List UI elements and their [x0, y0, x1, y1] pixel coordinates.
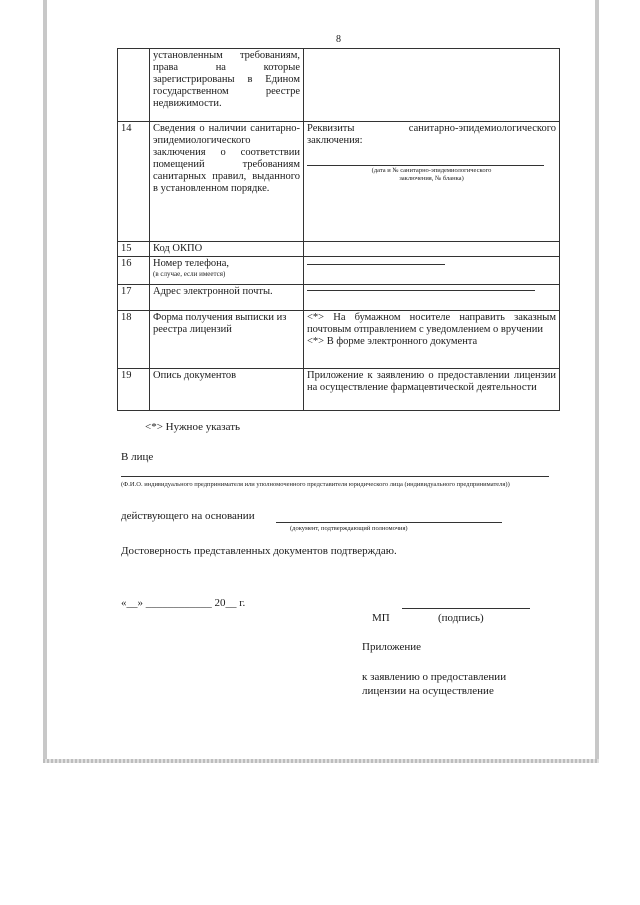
- email-fill-line: [307, 290, 535, 291]
- row-label: Номер телефона,: [153, 258, 230, 269]
- table-row: [118, 122, 560, 242]
- date-line: «__» ____________ 20__ г.: [121, 597, 246, 609]
- table-row: [118, 311, 560, 369]
- signature-caption: (подпись): [438, 612, 484, 624]
- acting-label: действующего на основании: [121, 510, 255, 522]
- row-number: 18: [118, 311, 150, 369]
- row-label: установленным требованиям, права на которые зарегистрированы в Едином государственном реестре недвижимости.: [150, 49, 304, 122]
- row-value: Реквизиты санитарно-эпидемиологического заключения:: [307, 123, 556, 146]
- row-number: 17: [118, 285, 150, 311]
- footnote: <*> Нужное указать: [145, 421, 241, 433]
- row-value: [304, 49, 560, 122]
- row-value: Приложение к заявлению о предоставлении лицензии на осуществление фармацевтической деятельности: [304, 369, 560, 411]
- table-row: [118, 369, 560, 411]
- mp-label: МП: [372, 612, 390, 624]
- application-form-table: [117, 48, 560, 411]
- table-row: [118, 257, 560, 285]
- row-label: Сведения о наличии санитарно-эпидемиологического заключения о соответствии помещений требованиям санитарных правил, выданного в установленном порядке.: [150, 122, 304, 242]
- row-number: 15: [118, 242, 150, 257]
- in-person-label: В лице: [121, 451, 154, 463]
- row-label: Код ОКПО: [150, 242, 304, 257]
- fill-line: [307, 165, 544, 166]
- row-number: 19: [118, 369, 150, 411]
- row-label: Адрес электронной почты.: [150, 285, 304, 311]
- table-row: [118, 242, 560, 257]
- field-caption: (документ, подтверждающий полномочия): [290, 525, 408, 532]
- fill-line: [276, 522, 502, 523]
- row-sublabel: (в случае, если имеется): [153, 270, 226, 278]
- appendix-line: лицензии на осуществление: [362, 685, 494, 697]
- confirm-text: Достоверность представленных документов подтверждаю.: [121, 545, 397, 557]
- page-number: 8: [336, 34, 341, 45]
- row-value: [304, 242, 560, 257]
- row-number: 16: [118, 257, 150, 285]
- row-value: <*> На бумажном носителе направить заказным почтовым отправлением с уведомлением о вручении: [307, 312, 556, 335]
- appendix-line: к заявлению о предоставлении: [362, 671, 507, 683]
- field-caption: (дата и № санитарно-эпидемиологического заключения, № бланка): [371, 167, 492, 182]
- signature-line: [402, 608, 530, 609]
- table-row: [118, 285, 560, 311]
- row-value-alt: <*> В форме электронного документа: [307, 336, 478, 347]
- phone-fill-line: [307, 264, 445, 265]
- row-number: 14: [118, 122, 150, 242]
- appendix-title: Приложение: [362, 641, 422, 653]
- table-row: [118, 49, 560, 122]
- row-label: Форма получения выписки из реестра лицензий: [150, 311, 304, 369]
- fill-line: [121, 476, 549, 477]
- field-caption: (Ф.И.О. индивидуального предпринимателя или уполномоченного представителя юридического лица (индивидуального предпринимателя)): [121, 481, 510, 488]
- row-label: Опись документов: [150, 369, 304, 411]
- row-number: [118, 49, 150, 122]
